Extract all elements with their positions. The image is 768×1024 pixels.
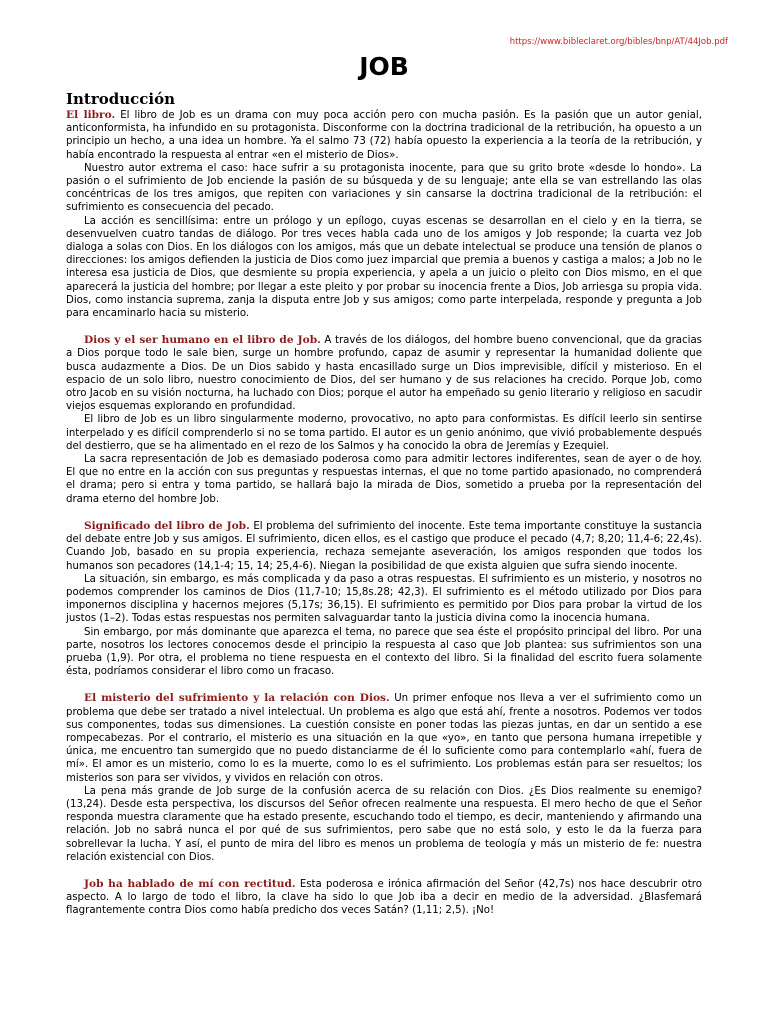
section-el-libro	[66, 109, 702, 320]
paragraph	[66, 692, 702, 784]
section-dios-y-ser-humano	[66, 334, 702, 506]
paragraph-text: A través de los diálogos, del hombre bueno convencional, que da gracias a Dios porque todo le sale bien, surge un hombre profundo, capaz de asumir y representar la humanidad doliente que busca audazmente a Dios. De un Dios sabido y hasta encasillado surge un Dios imprevisible, difícil y misterioso. En el espacio de un solo libro, nuestro conocimiento de Dios, del ser humano y de sus relaciones ha crecido. Porque Job, como otro Jacob en su visión nocturna, ha luchado con Dios; porque el autor ha empeñado su genio literario y religioso en sacudir viejos esquemas explorando en profundidad.	[66, 335, 702, 413]
section-lead: El libro.	[66, 109, 116, 121]
paragraph: La situación, sin embargo, es más complicada y da paso a otras respuestas. El sufrimiento es un misterio, y nosotros no podemos comprender los caminos de Dios (11,7-10; 15,8s.28; 42,3). El sufrimiento es el método utilizado por Dios para imponernos disciplina y hacernos mejores (5,17s; 36,15). El sufrimiento es permitido por Dios para probar la virtud de los justos (1–2). Todas estas respuestas nos permiten salvaguardar tanto la justicia divina como la inocencia humana.	[66, 573, 702, 625]
section-job-ha-hablado	[66, 878, 702, 918]
section-lead: Significado del libro de Job.	[84, 519, 250, 532]
book-title: JOB	[359, 52, 409, 81]
section-lead: El misterio del sufrimiento y la relación con Dios.	[84, 692, 390, 705]
section-lead: Job ha hablado de mí con rectitud.	[84, 877, 296, 890]
section-significado	[66, 520, 702, 678]
paragraph: La pena más grande de Job surge de la confusión acerca de su relación con Dios. ¿Es Dios realmente su enemigo? (13,24). Desde esta perspectiva, los discursos del Señor ofrecen realmente una respuesta. El mero hecho de que el Señor responda muestra claramente que ha estado presente, escuchando todo el tiempo, es decir, manteniendo y afirmando una relación. Job no sabrá nunca el por qué de sus sufrimientos, pero sabe que no está solo, y esto le da la fuerza para sobrellevar la lucha. Y así, el punto de mira del libro es menos un problema de teología y más un misterio de fe: nuestra relación existencial con Dios.	[66, 785, 702, 863]
document-body	[66, 90, 702, 932]
paragraph	[66, 878, 702, 918]
section-lead: Dios y el ser humano en el libro de Job.	[84, 334, 321, 347]
paragraph: Nuestro autor extrema el caso: hace sufrir a su protagonista inocente, para que su grito brote «desde lo hondo». La pasión o el sufrimiento de Job enciende la pasión de su búsqueda y de su lenguaje; ante ella se van estrellando las olas concéntricas de los tres amigos, que repiten con variaciones y sin cansarse la doctrina tradicional de la retribución: el sufrimiento es consecuencia del pecado.	[66, 162, 702, 214]
intro-heading: Introducción	[66, 90, 176, 108]
paragraph-text: Esta poderosa e irónica afirmación del Señor (42,7s) nos hace descubrir otro aspecto. A lo largo de todo el libro, la clave ha sido lo que Job iba a decir en medio de la adversidad. ¿Blasfemará flagrantemente contra Dios como había predicho dos veces Satán? (1,11; 2,5). ¡No!	[66, 878, 702, 917]
source-url[interactable]: https://www.bibleclaret.org/bibles/bnp/AT/44Job.pdf	[509, 37, 728, 47]
paragraph: Sin embargo, por más dominante que aparezca el tema, no parece que sea éste el propósito principal del libro. Por una parte, nosotros los lectores conocemos desde el principio la respuesta al caso que Job plantea: sus sufrimientos son una prueba (1,9). Por otra, el problema no tiene respuesta en el contexto del libro. Si la finalidad del escrito fuera solamente ésta, podríamos considerar el libro como un fracaso.	[66, 626, 702, 678]
paragraph-text: El libro de Job es un drama con muy poca acción pero con mucha pasión. Es la pasión que un autor genial, anticonformista, ha infundido en su protagonista. Disconforme con la doctrina tradicional de la retribución, ha opuesto a un principio un hecho, a una idea un hombre. Ya el salmo 73 (72) había opuesto la experiencia a la teoría de la retribución, y había encontrado la respuesta al entrar «en el misterio de Dios».	[66, 110, 702, 161]
paragraph-text: Un primer enfoque nos lleva a ver el sufrimiento como un problema que debe ser tratado a nivel intelectual. Un problema es algo que está ahí, frente a nosotros. Podemos ver todos sus componentes, todas sus dimensiones. La cuestión consiste en poner todas las piezas juntas, en dar un sentido a ese rompecabezas. Por el contrario, el misterio es una situación en la que «yo», en tanto que persona humana irrepetible y única, me encuentro tan sumergido que no puedo distanciarme de él lo suficiente como para contemplarlo «ahí, fuera de mí». El amor es un misterio, como lo es la muerte, como lo es el sufrimiento. Los problemas están para ser resueltos; los misterios son para ser vividos, y vividos en relación con otros.	[66, 693, 702, 784]
paragraph: La sacra representación de Job es demasiado poderosa como para admitir lectores indiferentes, sean de ayer o de hoy. El que no entre en la acción con sus preguntas y respuestas internas, el que no tome partido apasionado, no comprenderá el drama; pero si entra y toma partido, se hallará bajo la mirada de Dios, sometido a prueba por la representación del drama eterno del hombre Job.	[66, 454, 702, 505]
section-misterio-sufrimiento	[66, 692, 702, 864]
paragraph	[66, 109, 702, 162]
paragraph	[66, 520, 702, 573]
paragraph: El libro de Job es un libro singularmente moderno, provocativo, no apto para conformistas. Es difícil leerlo sin sentirse interpelado y es difícil comprenderlo si no se toma partido. El autor es un genio anónimo, que vivió probablemente después del destierro, que se ha alimentado en el rezo de los Salmos y ha conocido la obra de Jeremías y Ezequiel.	[66, 414, 702, 452]
paragraph	[66, 334, 702, 413]
paragraph: La acción es sencillísima: entre un prólogo y un epílogo, cuyas escenas se desarrollan en el cielo y en la tierra, se desenvuelven cuatro tandas de diálogo. Por tres veces habla cada uno de los amigos y Job responde; la cuarta vez Job dialoga a solas con Dios. En los diálogos con los amigos, más que un debate intelectual se produce una tensión de planos o direcciones: los amigos defienden la justicia de Dios como juez imparcial que premia a buenos y castiga a malos; a Job no le interesa esa justicia de Dios, que desmiente su propia experiencia, y apela a un juicio o pleito con Dios mismo, en el que aparecerá la justicia del hombre; por llegar a este pleito y por probar su inocencia frente a Dios, Job arriesga su propia vida. Dios, como instancia suprema, zanja la disputa entre Job y sus amigos; como parte interpelada, responde y pregunta a Job para encaminarlo hacia su misterio.	[66, 215, 702, 320]
paragraph-text: El problema del sufrimiento del inocente. Este tema importante constituye la sustancia del debate entre Job y sus amigos. El sufrimiento, dicen ellos, es el castigo que produce el pecado (4,7; 8,20; 11,4-6; 22,4s). Cuando Job, basado en su propia experiencia, rechaza semejante aseveración, los amigos responden que todos los humanos son pecadores (14,1-4; 15, 14; 25,4-6). Niegan la posibilidad de que exista alguien que sufra siendo inocente.	[66, 520, 702, 572]
